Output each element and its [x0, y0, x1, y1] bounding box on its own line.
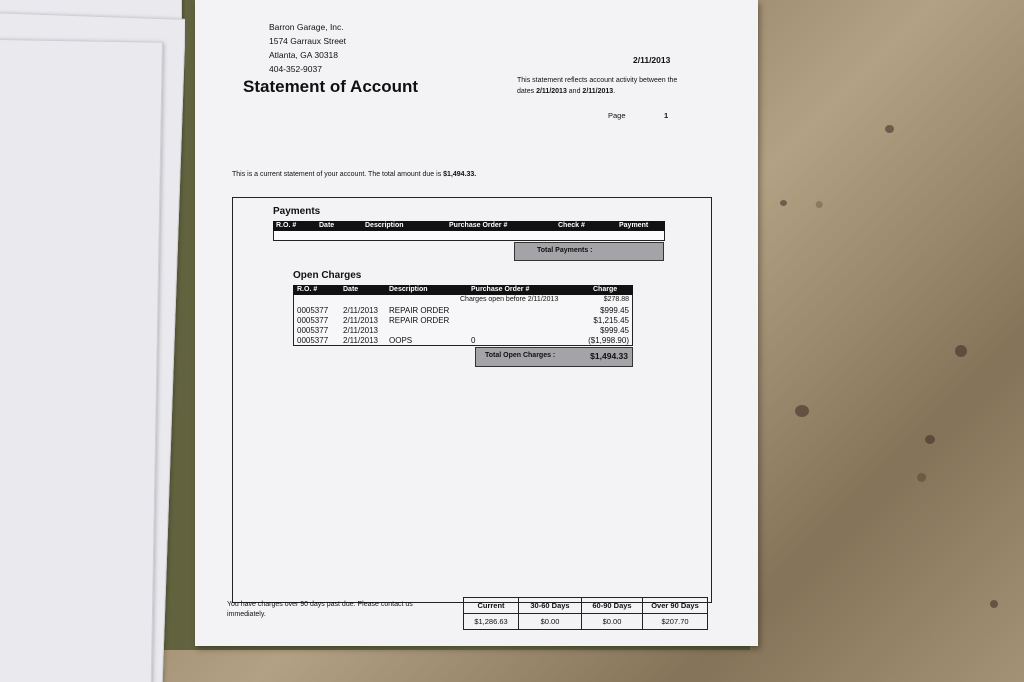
payments-body — [273, 231, 665, 241]
aging-header-over-90: Over 90 Days — [643, 598, 708, 614]
open-charges-header-bar — [293, 285, 633, 295]
aging-header-30-60: 30-60 Days — [519, 598, 582, 614]
statement-period-note — [517, 75, 677, 97]
row-ro: 0005377 — [297, 316, 329, 325]
row-description: REPAIR ORDER — [389, 316, 450, 325]
table-row — [293, 326, 633, 336]
company-phone: 404-352-9037 — [269, 64, 322, 74]
opening-balance-amount: $278.88 — [603, 296, 629, 303]
company-city: Atlanta, GA 30318 — [269, 50, 338, 60]
row-charge: ($1,998.90) — [588, 336, 629, 345]
amount-due-value: $1,494.33. — [443, 171, 477, 178]
charges-col-charge: Charge — [593, 286, 618, 293]
granite-speck — [885, 125, 894, 133]
statement-frame — [232, 197, 712, 603]
row-date: 2/11/2013 — [343, 306, 378, 315]
row-po: 0 — [471, 336, 476, 345]
amount-due-message — [232, 171, 476, 178]
amount-due-text: This is a current statement of your account. The total amount due is — [232, 171, 444, 178]
payments-header-bar — [273, 221, 665, 231]
overdue-line1: You have charges over 90 days past due. Please contact us — [227, 601, 413, 608]
row-charge: $1,215.45 — [593, 316, 629, 325]
row-ro: 0005377 — [297, 336, 329, 345]
aging-value-row — [464, 614, 708, 630]
charges-col-po: Purchase Order # — [471, 286, 530, 293]
row-date: 2/11/2013 — [343, 336, 378, 345]
aging-value-current: $1,286.63 — [464, 614, 519, 630]
page-title: Statement of Account — [243, 77, 419, 96]
aging-header-current: Current — [464, 598, 519, 614]
aging-value-30-60: $0.00 — [519, 614, 582, 630]
aging-header-60-90: 60-90 Days — [582, 598, 643, 614]
total-payments-label: Total Payments : — [537, 247, 593, 254]
granite-speck — [925, 435, 935, 444]
period-note-line2 — [517, 86, 677, 97]
total-open-charges-box — [475, 347, 633, 367]
aging-header-row — [464, 598, 708, 614]
total-open-charges-label: Total Open Charges : — [485, 352, 556, 359]
period-end: . — [613, 88, 616, 95]
granite-speck — [990, 600, 998, 608]
granite-speck — [780, 200, 787, 206]
payments-col-po: Purchase Order # — [449, 222, 508, 229]
table-row — [293, 336, 633, 346]
period-from: 2/11/2013 — [536, 88, 567, 95]
period-prefix: dates — [517, 88, 537, 95]
row-date: 2/11/2013 — [343, 326, 378, 335]
table-row — [293, 316, 633, 326]
company-address-block — [269, 20, 346, 76]
row-charge: $999.45 — [600, 306, 629, 315]
page-label: Page — [608, 111, 626, 120]
payments-col-description: Description — [365, 222, 404, 229]
charges-col-date: Date — [343, 286, 359, 293]
row-date: 2/11/2013 — [343, 316, 378, 325]
granite-speck — [955, 345, 967, 357]
opening-balance-row — [293, 296, 633, 306]
statement-date: 2/11/2013 — [633, 55, 671, 65]
period-and: and — [566, 88, 583, 95]
left-paper-stack — [0, 0, 185, 682]
row-charge: $999.45 — [600, 326, 629, 335]
total-payments-box — [514, 242, 664, 261]
table-row — [293, 306, 633, 316]
row-description: OOPS — [389, 336, 413, 345]
period-to: 2/11/2013 — [582, 88, 614, 95]
payments-col-check: Check # — [558, 222, 585, 229]
payments-title: Payments — [273, 206, 321, 217]
overdue-message — [227, 600, 413, 620]
company-street: 1574 Garraux Street — [269, 36, 347, 46]
period-note-line1: This statement reflects account activity between the — [517, 77, 678, 84]
row-ro: 0005377 — [297, 306, 329, 315]
granite-speck — [795, 405, 809, 417]
payments-col-payment: Payment — [619, 222, 649, 229]
row-ro: 0005377 — [297, 326, 329, 335]
statement-sheet — [195, 0, 758, 646]
charges-col-description: Description — [389, 286, 428, 293]
opening-balance-label: Charges open before 2/11/2013 — [460, 296, 559, 303]
open-charges-title: Open Charges — [293, 270, 362, 281]
aging-value-over-90: $207.70 — [643, 614, 708, 630]
page-number: 1 — [664, 111, 669, 120]
charges-col-ro: R.O. # — [297, 286, 318, 293]
left-sheet — [0, 38, 163, 682]
payments-col-ro: R.O. # — [276, 222, 297, 229]
aging-summary-table — [463, 597, 708, 630]
row-description: REPAIR ORDER — [389, 306, 450, 315]
total-open-charges-value: $1,494.33 — [590, 351, 628, 361]
company-name: Barron Garage, Inc. — [269, 22, 344, 32]
overdue-line2: immediately. — [227, 611, 266, 618]
aging-value-60-90: $0.00 — [582, 614, 643, 630]
payments-col-date: Date — [319, 222, 335, 229]
